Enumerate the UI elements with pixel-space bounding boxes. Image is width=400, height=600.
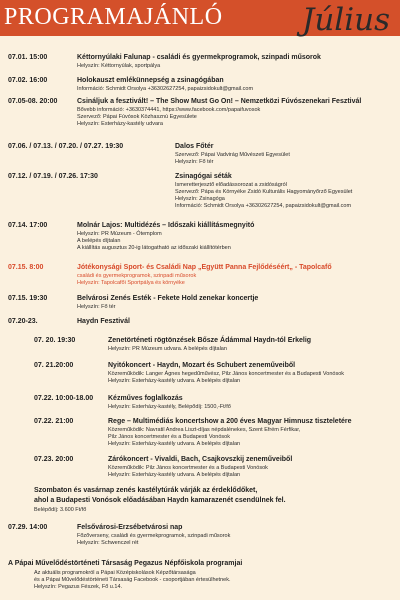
- event-date: 07. 20. 19:30: [34, 337, 76, 344]
- event-title: Jótékonysági Sport- és Családi Nap „Együtt Panna Fejlődéséért„ - Tapolcafő: [77, 264, 332, 271]
- event-title: Kéttornyúlaki Falunap - családi és gyermekprogramok, szinpadi műsorok: [77, 54, 321, 61]
- page-title: PROGRAMAJÁNLÓ: [4, 4, 223, 30]
- event-detail: Helyszín: Fő tér: [175, 159, 214, 165]
- event-date: 07.15. 8:00: [8, 264, 44, 271]
- event-title: Felsővárosi-Erzsébetvárosi nap: [77, 524, 183, 531]
- event-date: 07.06. / 07.13. / 07.20. / 07.27. 19:30: [8, 143, 124, 150]
- event-detail: Helyszín: Esterházy-kastély udvara. A belépés díjtalan: [108, 378, 241, 384]
- event-date: 07.20-23.: [8, 318, 38, 325]
- event-detail: A kiállítás augusztus 20-ig látogatható az időszaki kiállítótérben: [77, 245, 231, 251]
- event-title: Zenetörténeti rögtönzések Bősze Ádámmal Haydn-tól Erkelig: [108, 337, 312, 344]
- event-title: Dalos Főtér: [175, 143, 214, 150]
- event-detail: Közreműködik: Langer Ágnes hegedűművész, Pilz János koncertmester és a Budapesti Vonósok: [108, 371, 345, 377]
- event-detail: Helyszín: Esterházy-kastély udvara: [77, 121, 163, 127]
- event-date: 07. 21.20:00: [34, 362, 74, 369]
- footer-detail: Az aktuális programokról a Pápai Középiskolások Képzőtársasága: [34, 570, 196, 576]
- month-title: Július: [301, 2, 390, 38]
- footer-title: A Pápai Művelődéstörténeti Társaság Pegazus Népfőiskola programjai: [8, 560, 243, 567]
- event-detail: Közreműködik: Pilz János koncertmester és a Budapesti Vonósok: [108, 465, 268, 471]
- event-date: 07.05-08. 20:00: [8, 98, 58, 105]
- event-detail: Helyszín: Fő tér: [77, 304, 116, 310]
- event-date: 07.15. 19:30: [8, 295, 48, 302]
- footer-detail: Helyszín: Pegazus Fészek, Fő u.14.: [34, 584, 123, 590]
- event-title: Rege – Multimédiás koncertshow a 200 éves Magyar Himnusz tiszteletére: [108, 418, 352, 425]
- event-date: 07.22. 10:00-18.00: [34, 395, 94, 402]
- event-title: Haydn Fesztivál: [77, 318, 130, 325]
- event-title: Nyitókoncert - Haydn, Mozart és Schubert zeneműveiből: [108, 362, 296, 369]
- event-date: 07.12. / 07.19. / 07.26. 17:30: [8, 173, 98, 180]
- event-detail: Helyszín: Kéttornyúlak, sportpálya: [77, 63, 161, 69]
- event-date: 07.14. 17:00: [8, 222, 48, 229]
- event-detail: Helyszín: PR Múzeum - Ótemplom: [77, 231, 162, 237]
- event-title: Zárókoncert - Vivaldi, Bach, Csajkovszkij zeneműveiből: [108, 456, 293, 463]
- event-date: 07.02. 16:00: [8, 77, 48, 84]
- event-detail: Helyszín: Zsinagóga: [175, 196, 225, 202]
- event-detail: Információ: Schmidt Orsolya +36302627254, papaizsidokult@gmail.com: [175, 203, 352, 209]
- event-date: 07.29. 14:00: [8, 524, 48, 531]
- event-date: 07.23. 20:00: [34, 456, 74, 463]
- event-detail: Helyszín: Esterházy-kastély udvara. A belépés díjtalan: [108, 441, 241, 447]
- event-detail: Pilz János koncertmester és a Budapesti Vonósok: [108, 434, 230, 440]
- event-date: 07.22. 21:00: [34, 418, 74, 425]
- event-detail: Ismeretterjesztő előadássorozat a zsidóságról: [175, 182, 287, 188]
- castle-tour-text: Szombaton és vasárnap zenés kastélytúrák várják az érdeklődőket,: [34, 487, 258, 494]
- event-detail: Szervező: Pápa és Környéke Zsidó Kulturális Hagyományőrző Egyesület: [175, 189, 353, 195]
- event-detail: Helyszín: Schwenczel rét: [77, 540, 139, 546]
- event-detail: Helyszín: Esterházy-kastély udvara. A belépés díjtalan: [108, 472, 241, 478]
- event-title: Molnár Lajos: Multidézés – Időszaki kiállításmegnyitó: [77, 222, 255, 229]
- castle-tour-text: ahol a Budapesti Vonósok előadásában Haydn kamarazenét csendülnek fel.: [34, 497, 286, 504]
- event-title: Csináljuk a fesztivált! – The Show Must Go On! – Nemzetközi Fúvószenekari Fesztivál: [77, 98, 362, 105]
- event-detail: Helyszín: PR Múzeum udvara. A belépés díjtalan: [108, 346, 227, 352]
- event-detail: Közreműködik: Navratil Andrea Liszt-díjas népdalénekes, Szent Efrém Férfikar,: [108, 427, 301, 433]
- event-detail: Szervező: Pápai Fúvósok Közhasznú Egyesülete: [77, 114, 197, 120]
- event-title: Belvárosi Zenés Esték - Fekete Hold zenekar koncertje: [77, 295, 259, 302]
- event-title: Zsinagógai séták: [175, 173, 232, 180]
- footer-detail: és a Pápai Művelődéstörténeti Társaság Facebook - csoportjában értesülhetnek.: [34, 577, 231, 583]
- event-title: Holokauszt emlékünnepség a zsinagógában: [77, 77, 224, 84]
- event-detail: A belépés díjtalan: [77, 238, 121, 244]
- event-detail: Információ: Schmidt Orsolya +36302627254, papaizsidokult@gmail.com: [77, 86, 254, 92]
- event-detail: Főzőverseny, családi és gyermekprogramok, szinpadi műsorok: [77, 533, 231, 539]
- event-detail: családi és gyermekprogramok, szinpadi műsorok: [77, 273, 197, 279]
- event-detail: Szervező: Pápai Vadvirág Művészeti Egyesület: [175, 152, 290, 158]
- event-detail: Bővebb információ: +3630374441, https://www.facebook.com/papaifuvosok: [77, 107, 261, 113]
- event-detail: Helyszín: Tapolcafői Sportpálya és környéke: [77, 280, 185, 286]
- event-date: 07.01. 15:00: [8, 54, 48, 61]
- event-detail: Helyszín: Esterházy-kastély, Belépődíj: 1500,-Ft/fő: [108, 404, 231, 410]
- castle-tour-detail: Belépődíj: 3.600 Ft/fő: [34, 507, 87, 513]
- event-title: Kézműves foglalkozás: [108, 395, 183, 402]
